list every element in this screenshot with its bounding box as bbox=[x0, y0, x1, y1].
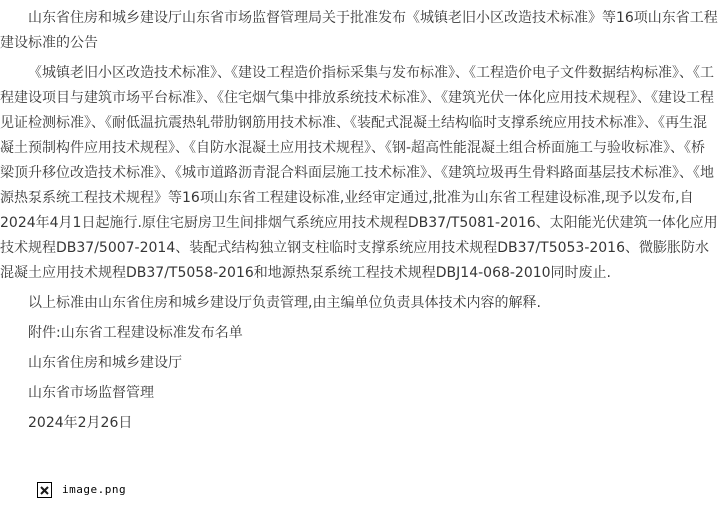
broken-image-icon bbox=[37, 482, 52, 498]
date-line: 2024年2月26日 bbox=[28, 415, 133, 431]
attachment-image-alt-text: image.png bbox=[62, 483, 127, 496]
doc-title: 山东省住房和城乡建设厅山东省市场监督管理局关于批准发布《城镇老旧小区改造技术标准》等16项山东省工程建设标准的公告 bbox=[0, 10, 718, 51]
attachment-line: 附件:山东省工程建设标准发布名单 bbox=[28, 325, 243, 341]
standards-list-paragraph: 《城镇老旧小区改造技术标准》、《建设工程造价指标采集与发布标准》、《工程造价电子文件数据结构标准》、《工程建设项目与建筑市场平台标准》、《住宅烟气集中排放系统技术标准》、《建筑光伏一体化应用技术规程》、《建设工程见证检测标准》、《耐低温抗震热轧带肋钢筋用技术标准、《装配式混凝土结构临时支撑系统应用技术标准》、《再生混凝土预制构件应用技术规程》、《自防水混凝土应用技术规程》、《钢-超高性能混凝土组合桥面施工与验收标准》、《桥梁顶升移位改造技术标准》、《城市道路沥青混合料面层施工技术标准》、《建筑垃圾再生骨料路面基层技术标准》、《地源热泵系统工程技术规程》等16项山东省工程建设标准,业经审定通过,批准为山东省工程建设标准,现予以发布,自2024年4月1日起施行.原住宅厨房卫生间排烟气系统应用技术规程DB37/T5081-2016、太阳能光伏建筑一体化应用技术规程DB37/5007-2014、装配式结构独立钢支柱临时支撑系统应用技术规程DB37/T5053-2016、微膨胀防水混凝土应用技术规程DB37/T5058-2016和地源热泵系统工程技术规程DBJ14-068-2010同时废止. bbox=[0, 65, 718, 281]
issuer-housing-dept-line: 山东省住房和城乡建设厅 bbox=[28, 355, 182, 371]
attachment-image-row bbox=[37, 482, 718, 498]
issuer-market-regulation-line: 山东省市场监督管理 bbox=[28, 385, 154, 401]
management-note-paragraph: 以上标准由山东省住房和城乡建设厅负责管理,由主编单位负责具体技术内容的解释. bbox=[28, 295, 541, 311]
